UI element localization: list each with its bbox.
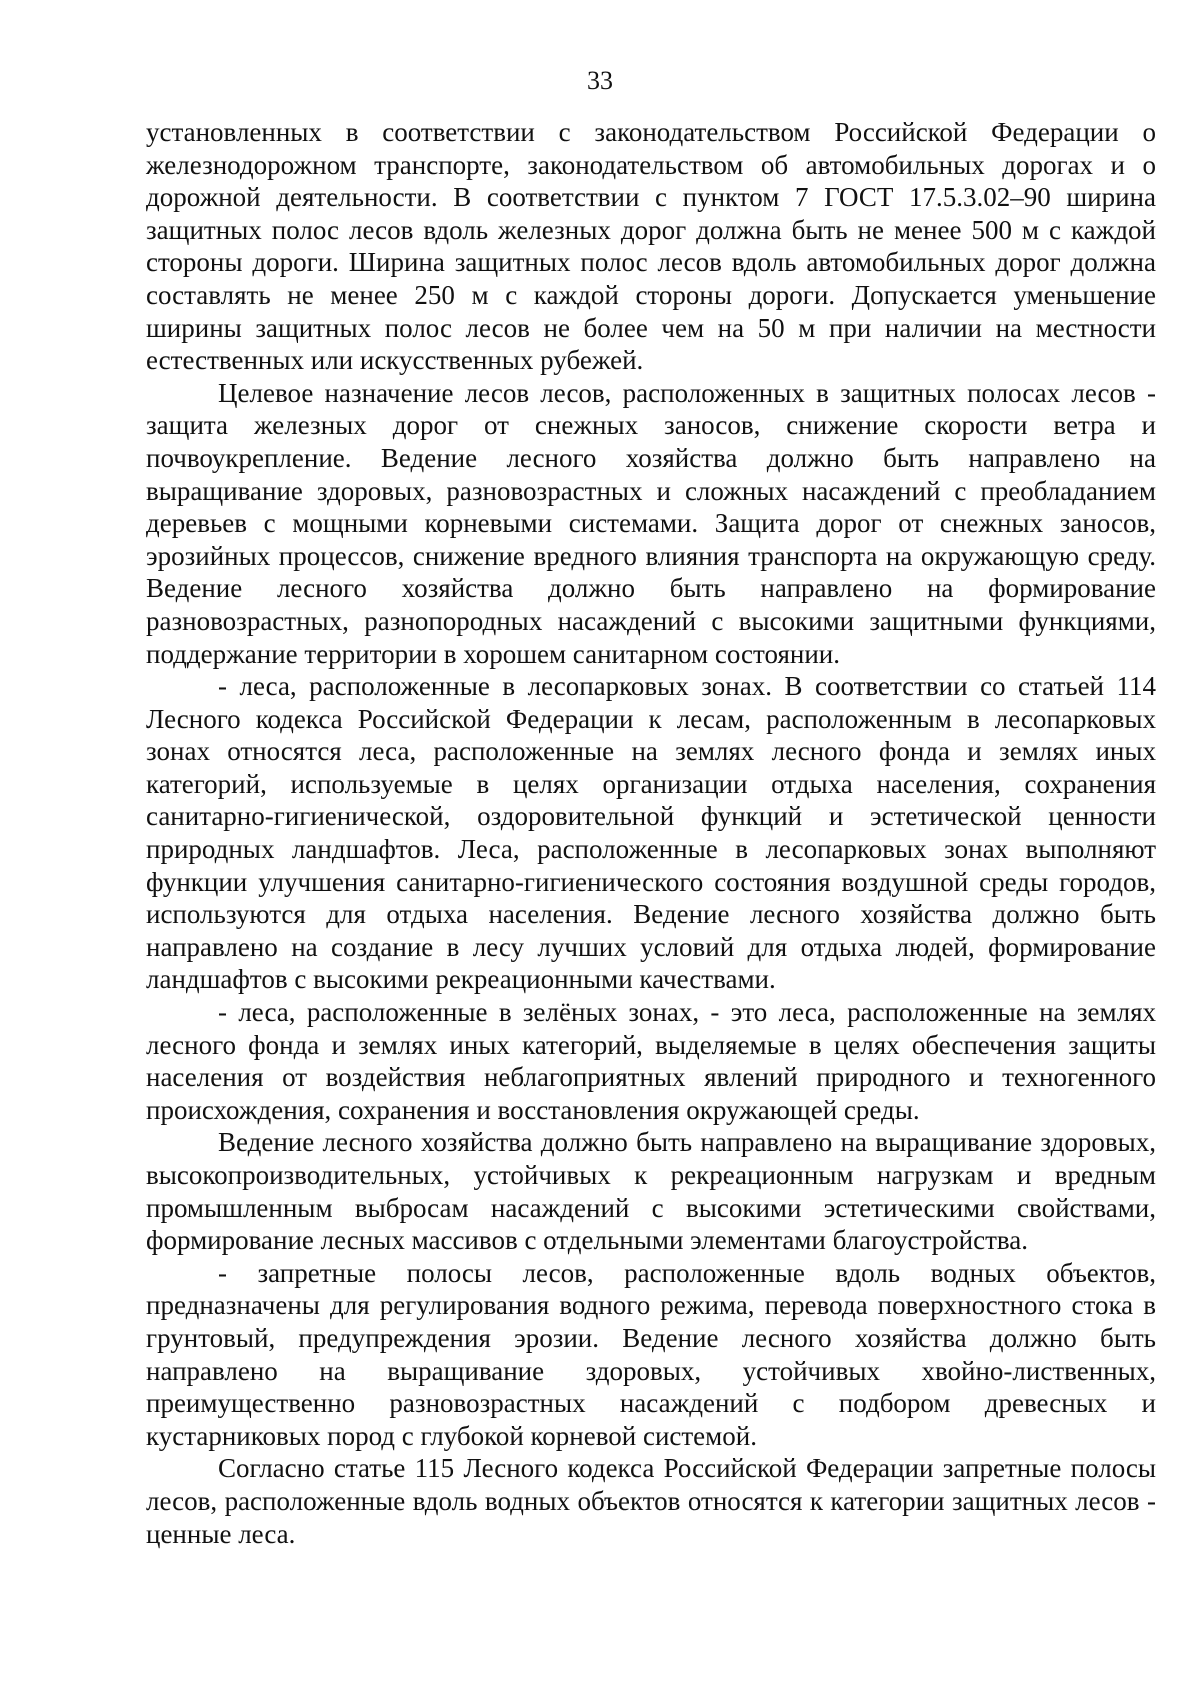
paragraph: - леса, расположенные в лесопарковых зонах. В соответствии со статьей 114 Лесного кодекса Российской Федерации к лесам, расположенным в лесопарковых зонах относятся леса, расположенные на землях лесного фонда и землях иных категорий, используемые в целях организации отдыха населения, сохранения санитарно-гигиенической, оздоровительной функций и эстетической ценности природных ландшафтов. Леса, расположенные в лесопарковых зонах выполняют функции улучшения санитарно-гигиенического состояния воздушной среды городов, используются для отдыха населения. Ведение лесного хозяйства должно быть направлено на создание в лесу лучших условий для отдыха людей, формирование ландшафтов с высокими рекреационными качествами. — [146, 671, 1156, 995]
paragraph: установленных в соответствии с законодательством Российской Федерации о железнодорожном транспорте, законодательством об автомобильных дорогах и о дорожной деятельности. В соответствии с пунктом 7 ГОСТ 17.5.3.02–90 ширина защитных полос лесов вдоль железных дорог должна быть не менее 500 м с каждой стороны дороги. Ширина защитных полос лесов вдоль автомобильных дорог должна составлять не менее 250 м с каждой стороны дороги. Допускается уменьшение ширины защитных полос лесов не более чем на 50 м при наличии на местности естественных или искусственных рубежей. — [146, 117, 1156, 376]
paragraph: Согласно статье 115 Лесного кодекса Российской Федерации запретные полосы лесов, расположенные вдоль водных объектов относятся к категории защитных лесов - ценные леса. — [146, 1453, 1156, 1549]
document-body — [146, 116, 1156, 1550]
paragraph: Целевое назначение лесов лесов, расположенных в защитных полосах лесов - защита железных дорог от снежных заносов, снижение скорости ветра и почвоукрепление. Ведение лесного хозяйства должно быть направлено на выращивание здоровых, разновозрастных и сложных насаждений с преобладанием деревьев с мощными корневыми системами. Защита дорог от снежных заносов, эрозийных процессов, снижение вредного влияния транспорта на окружающую среду. Ведение лесного хозяйства должно быть направлено на формирование разновозрастных, разнопородных насаждений с высокими защитными функциями, поддержание территории в хорошем санитарном состоянии. — [146, 377, 1156, 669]
paragraph: - леса, расположенные в зелёных зонах, - это леса, расположенные на землях лесного фонда и землях иных категорий, выделяемые в целях обеспечения защиты населения от воздействия неблагоприятных явлений природного и техногенного происхождения, сохранения и восстановления окружающей среды. — [146, 997, 1156, 1125]
paragraph: - запретные полосы лесов, расположенные вдоль водных объектов, предназначены для регулирования водного режима, перевода поверхностного стока в грунтовый, предупреждения эрозии. Ведение лесного хозяйства должно быть направлено на выращивание здоровых, устойчивых хвойно-лиственных, преимущественно разновозрастных насаждений с подбором древесных и кустарниковых пород с глубокой корневой системой. — [146, 1257, 1156, 1451]
paragraph: Ведение лесного хозяйства должно быть направлено на выращивание здоровых, высокопроизводительных, устойчивых к рекреационным нагрузкам и вредным промышленным выбросам насаждений с высокими эстетическими свойствами, формирование лесных массивов с отдельными элементами благоустройства. — [146, 1127, 1156, 1256]
page-number: 33 — [587, 66, 613, 95]
